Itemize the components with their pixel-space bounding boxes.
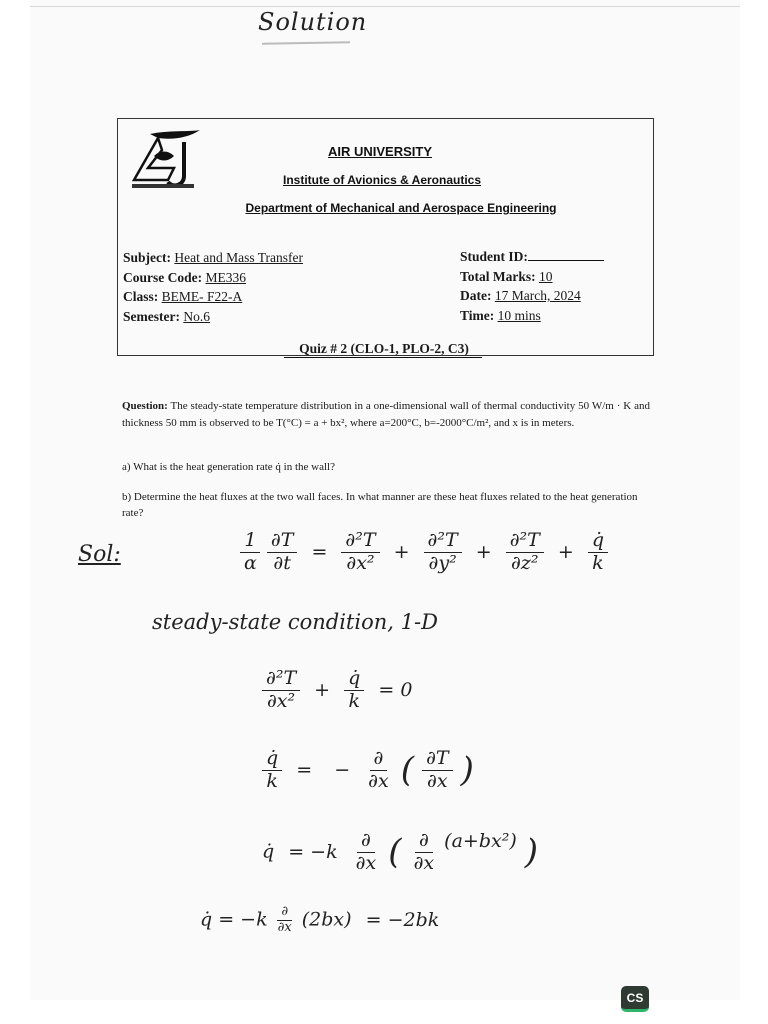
subject-value: Heat and Mass Transfer [174,250,303,265]
subject-label: Subject: [123,250,171,265]
result-equation: q̇ = −k $\frac{\partial}{\partial x}$ (2bx) = −2bk [200,904,440,935]
department-name: Department of Mechanical and Aerospace Engineering [245,201,557,215]
heat-equation: $\frac{1}{\alpha}$ $\frac{\partial T}{\partial t}$ = $\frac{\text{∂²T}}{\text{∂x²}}$ + $\frac{\text{∂²T}}{\text{∂y²}}$ + $\frac{\text{∂²T}}{\text{∂z²}}$ + $\frac{q̇}{k}$ [240,530,608,575]
time-label: Time: [460,307,495,323]
quiz-title-underline [284,357,482,358]
result-rhs: = −2bk [365,909,440,932]
semester-value: No.6 [183,308,210,324]
simplified-equation: $\frac{\text{∂²T}}{\text{∂x²}}$ + $\frac{q̇}{k}$ = 0 [262,668,420,713]
question-label: Question: [122,400,168,412]
time-value: 10 mins [497,307,541,323]
class-label: Class: [123,289,159,304]
course-code-value: ME336 [205,269,246,285]
solution-label: Sol: [78,542,121,567]
result-middle: (2bx) [301,908,352,931]
quiz-title: Quiz # 2 (CLO-1, PLO-2, C3) [299,341,469,356]
institute-name: Institute of Avionics & Aeronautics [282,173,482,187]
total-marks-value: 10 [539,268,553,284]
course-info-left [123,248,303,326]
total-marks-label: Total Marks: [460,268,536,284]
result-lhs: q̇ = −k [200,908,268,931]
student-id-label: Student ID: [460,249,528,264]
date-label: Date: [460,288,492,303]
question-text: The steady-state temperature distribution in a one-dimensional wall of thermal conductivity 50 W/m · K and thickness 50 mm is observed to be T(°C) = a + bx², where a=200°C, b=-2000°C/m², and x is in meters. [122,400,650,429]
rearranged-equation: $\frac{q̇}{k}$ = − $\frac{\partial}{\partial x}$ ( $\frac{\partial T}{\partial x}$ ) [262,748,476,793]
substitution-equation: q̇ = −k $\frac{\partial}{\partial x}$ ( $\frac{\partial}{\partial x}$ (a+bx²) ) [262,829,539,874]
question-statement [122,398,650,432]
course-code-label: Course Code: [123,269,203,285]
camscanner-badge: CS [621,986,649,1012]
semester-label: Semester: [123,308,180,324]
date-value: 17 March, 2024 [494,288,581,303]
question-part-b: b) Determine the heat fluxes at the two wall faces. In what manner are these heat fluxes related to the heat generation rate? [122,491,638,519]
university-name: AIR UNIVERSITY [327,144,432,159]
course-info-right [460,247,604,325]
steady-state-note: steady-state condition, 1-D [152,610,438,634]
student-id-blank [528,248,604,261]
page-edge [30,6,740,7]
handwritten-title: Solution [258,8,368,36]
class-value: BEME- F22-A [161,289,243,304]
question-part-a: a) What is the heat generation rate q̇ in the wall? [122,461,335,473]
